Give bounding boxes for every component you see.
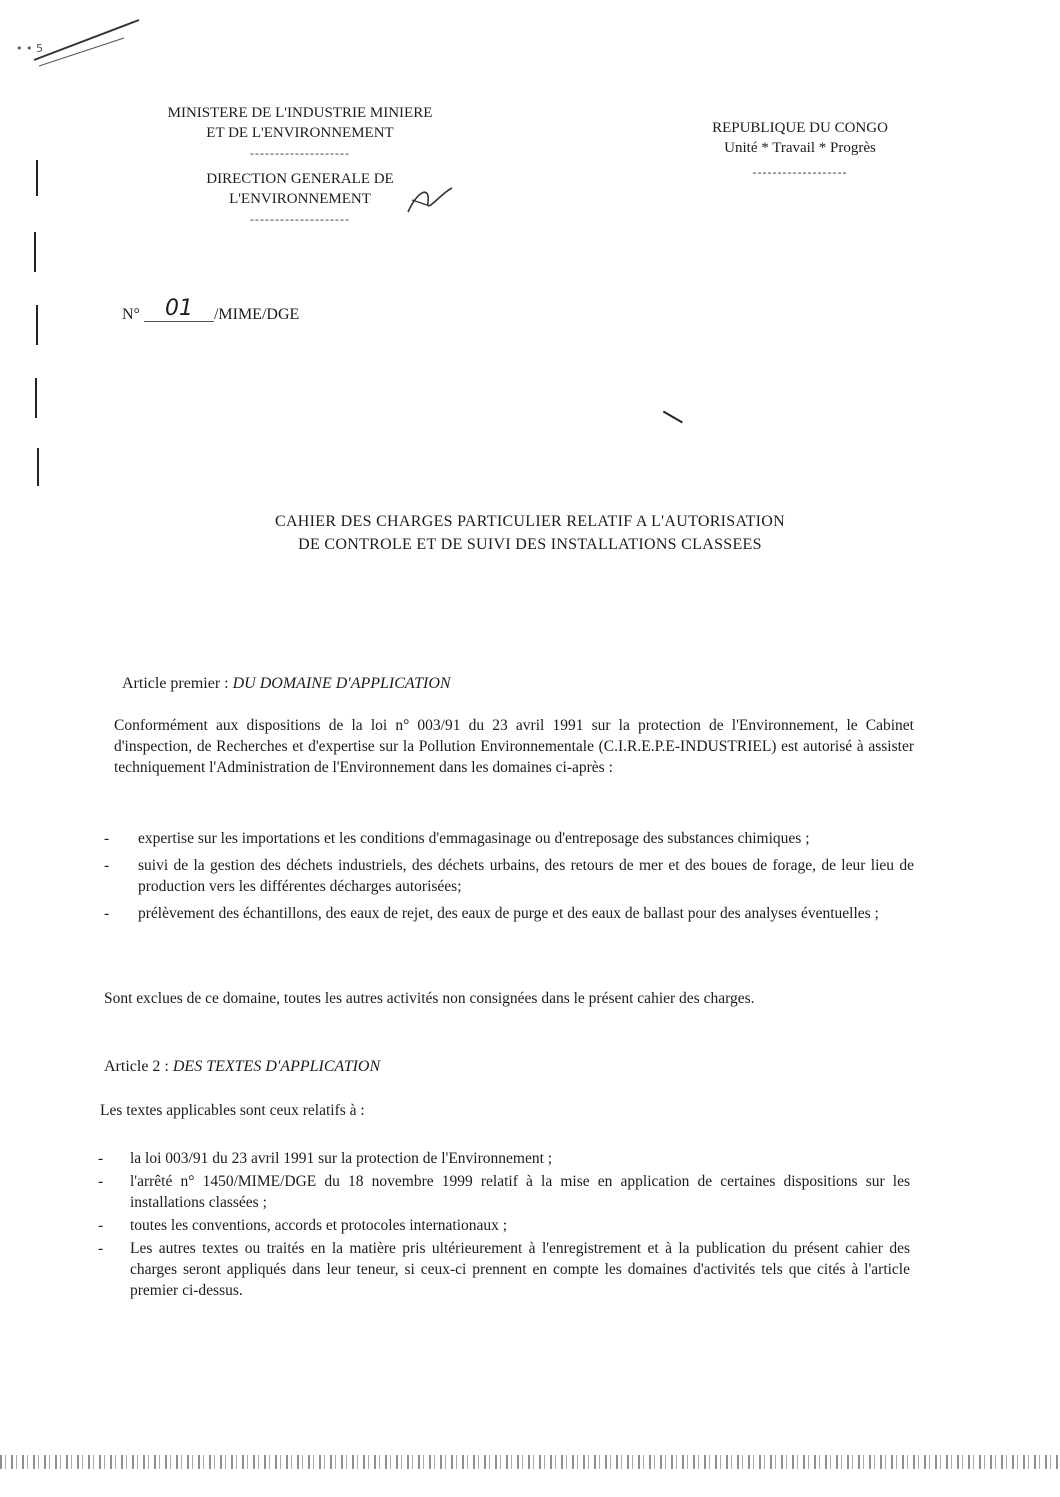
article-1-title: DU DOMAINE D'APPLICATION <box>232 675 451 692</box>
list-item: - expertise sur les importations et les conditions d'emmagasinage ou d'entreposage des substances chimiques ; <box>104 828 914 849</box>
list-item: - la loi 003/91 du 23 avril 1991 sur la protection de l'Environnement ; <box>98 1148 910 1169</box>
reference-value: 01 <box>144 296 214 322</box>
list-item: - l'arrêté n° 1450/MIME/DGE du 18 novembre 1999 relatif à la mise en application de certaines dispositions sur les installations classées ; <box>98 1171 910 1213</box>
document-title <box>180 510 880 556</box>
reference-suffix: /MIME/DGE <box>213 306 300 323</box>
list-item: - Les autres textes ou traités en la matière pris ultérieurement à l'enregistrement et à la publication du présent cahier des charges seront appliqués dans leur teneur, si ceux-ci prennent en compte les domaines d'activités tels que cités à l'article premier ci-dessus. <box>98 1238 910 1301</box>
article-2-title: DES TEXTES D'APPLICATION <box>172 1058 381 1075</box>
article-1-paragraph: Conformément aux dispositions de la loi n° 003/91 du 23 avril 1991 sur la protection de l'Environnement, le Cabinet d'inspection, de Recherches et d'expertise sur la Pollution Environnementale (C.I.R.E.P.E-INDUSTRIEL) est autorisé à assister techniquement l'Administration de l'Environnement dans les domaines ci-après : <box>114 717 914 776</box>
article-2-intro: Les textes applicables sont ceux relatifs à : <box>100 1102 365 1119</box>
ministry-line-1: MINISTERE DE L'INDUSTRIE MINIERE <box>167 105 433 121</box>
separator: -------------------- <box>250 146 350 160</box>
title-line-2: DE CONTROLE ET DE SUIVI DES INSTALLATIONS CLASSEES <box>298 536 762 553</box>
article-2-label: Article 2 : <box>104 1058 169 1075</box>
article-1-label: Article premier : <box>122 675 229 692</box>
ministry-line-2: ET DE L'ENVIRONNEMENT <box>206 125 394 141</box>
scan-edge-artifact <box>0 1455 1060 1469</box>
reference-prefix: N° <box>122 306 140 323</box>
list-item: - prélèvement des échantillons, des eaux de rejet, des eaux de purge et des eaux de ballast pour des analyses éventuelles ; <box>104 903 914 924</box>
direction-line-2: L'ENVIRONNEMENT <box>229 191 371 207</box>
margin-mark <box>34 232 36 272</box>
republic-header <box>660 118 940 182</box>
republic-motto: Unité * Travail * Progrès <box>724 140 876 156</box>
article-1-list <box>104 828 914 930</box>
svg-text:• • 5: • • 5 <box>16 42 43 55</box>
margin-mark <box>36 305 38 345</box>
republic-name: REPUBLIQUE DU CONGO <box>712 120 888 136</box>
scan-scribble-icon <box>14 10 144 80</box>
margin-mark <box>37 448 39 486</box>
handwritten-initials-icon <box>400 182 460 222</box>
direction-line-1: DIRECTION GENERALE DE <box>206 171 394 187</box>
title-line-1: CAHIER DES CHARGES PARTICULIER RELATIF A L'AUTORISATION <box>274 513 785 530</box>
reference-number <box>122 296 300 326</box>
article-2-heading <box>104 1058 380 1076</box>
separator: -------------------- <box>250 212 350 226</box>
stray-mark <box>663 411 683 423</box>
article-1-heading <box>122 675 451 693</box>
article-2-list <box>98 1148 910 1303</box>
margin-mark <box>36 160 38 196</box>
list-item: - toutes les conventions, accords et protocoles internationaux ; <box>98 1215 910 1236</box>
margin-mark <box>35 378 37 418</box>
article-1-exclusion: Sont exclues de ce domaine, toutes les autres activités non consignées dans le présent cahier des charges. <box>104 990 755 1007</box>
list-item: - suivi de la gestion des déchets industriels, des déchets urbains, des retours de mer et des boues de forage, de leur lieu de production vers les différentes décharges autorisées; <box>104 855 914 897</box>
separator: ------------------- <box>752 165 848 179</box>
